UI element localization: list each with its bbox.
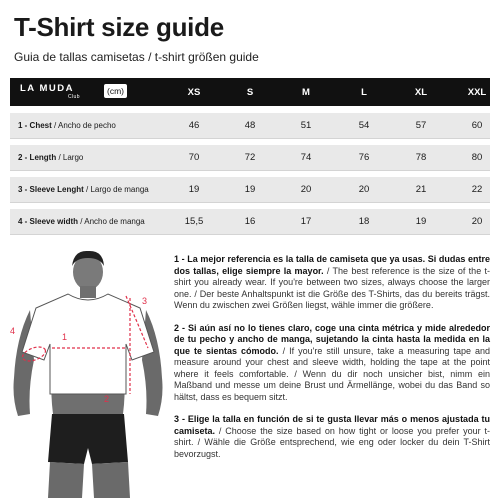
table-cell: 74 [300, 152, 312, 163]
table-cell: 20 [300, 184, 312, 195]
page-subtitle: Guia de tallas camisetas / t-shirt größen guide [14, 50, 259, 64]
table-cell: 76 [358, 152, 370, 163]
size-table-header [10, 78, 490, 106]
table-cell: 54 [358, 120, 370, 131]
table-cell: 78 [415, 152, 427, 163]
table-cell: 19 [415, 216, 427, 227]
row-label: 1 - Chest / Ancho de pecho [18, 121, 116, 130]
table-cell: 70 [188, 152, 200, 163]
table-row-sleeve-width [10, 209, 490, 235]
brand-sub: Club [68, 94, 80, 100]
table-cell: 21 [415, 184, 427, 195]
size-header-xxl: XXL [467, 86, 487, 98]
instruction-1: 1 - La mejor referencia es la talla de camiseta que ya usas. Si dudas entre dos tallas, elige siempre la mayor. / The best reference is the size of the t-shirt you already wear. If you're between two sizes, always choose the larger one. / Der beste Anhaltspunkt ist die Größe des T-Shirts, das du bereits trägst. Wenn du zwischen zwei Größen liegst, wähle immer die größere. [174, 254, 490, 310]
size-header-l: L [361, 86, 367, 98]
row-label: 3 - Sleeve Lenght / Largo de manga [18, 185, 149, 194]
unit-badge: (cm) [104, 84, 127, 98]
measurement-illustration [8, 248, 166, 498]
table-cell: 51 [300, 120, 312, 131]
marker-1: 1 [62, 332, 68, 342]
row-label: 2 - Length / Largo [18, 153, 84, 162]
neck-shape [80, 286, 96, 298]
table-cell: 20 [471, 216, 483, 227]
marker-4: 4 [10, 326, 16, 336]
table-cell: 57 [415, 120, 427, 131]
table-cell: 19 [244, 184, 256, 195]
table-cell: 46 [188, 120, 200, 131]
marker-3: 3 [142, 296, 148, 306]
page-title: T-Shirt size guide [14, 12, 224, 42]
size-table [10, 78, 490, 235]
instruction-3: 3 - Elige la talla en función de si te gusta llevar más o menos ajustada tu camiseta. / Choose the size based on how tight or loose you prefer your t-shirt. / Wähle die Größe entsprechend, wie eng oder locker du dein T-Shirt bevorzugst. [174, 414, 490, 459]
size-header-m: M [302, 86, 310, 98]
table-cell: 72 [244, 152, 256, 163]
table-cell: 17 [300, 216, 312, 227]
table-row-chest [10, 113, 490, 139]
table-cell: 16 [244, 216, 256, 227]
legs-shape [48, 462, 130, 498]
table-row-length [10, 145, 490, 171]
size-header-s: S [246, 86, 254, 98]
tshirt-shape [22, 294, 154, 394]
brand-name: LA MUDA [20, 83, 74, 94]
table-cell: 20 [358, 184, 370, 195]
table-row-sleeve-length [10, 177, 490, 203]
table-cell: 15,5 [184, 216, 204, 227]
table-cell: 48 [244, 120, 256, 131]
table-cell: 22 [471, 184, 483, 195]
table-cell: 80 [471, 152, 483, 163]
shorts-shape [48, 414, 128, 464]
table-cell: 19 [188, 184, 200, 195]
instructions-block [174, 254, 490, 471]
instruction-2: 2 - Si aún así no lo tienes claro, coge una cinta métrica y mide alrededor de tu pecho y ancho de manga, sujetando la cinta hasta la medida en la que te sientas cómodo. / If you're still unsure, take a measuring tape and measure around your chest and sleeve width, holding the tape at the point where it feels comfortable. / Wenn du dir noch unsicher bist, nimm ein Maßband und messe um deine Brust und Ärmellänge, wobei du das Band so hältst, dass es bequem sitzt. [174, 322, 490, 402]
table-cell: 60 [471, 120, 483, 131]
marker-2: 2 [104, 394, 110, 404]
brand-logo [10, 78, 110, 106]
row-label: 4 - Sleeve width / Ancho de manga [18, 217, 145, 226]
table-cell: 18 [358, 216, 370, 227]
size-header-xl: XL [414, 86, 428, 98]
size-header-xs: XS [187, 86, 201, 98]
